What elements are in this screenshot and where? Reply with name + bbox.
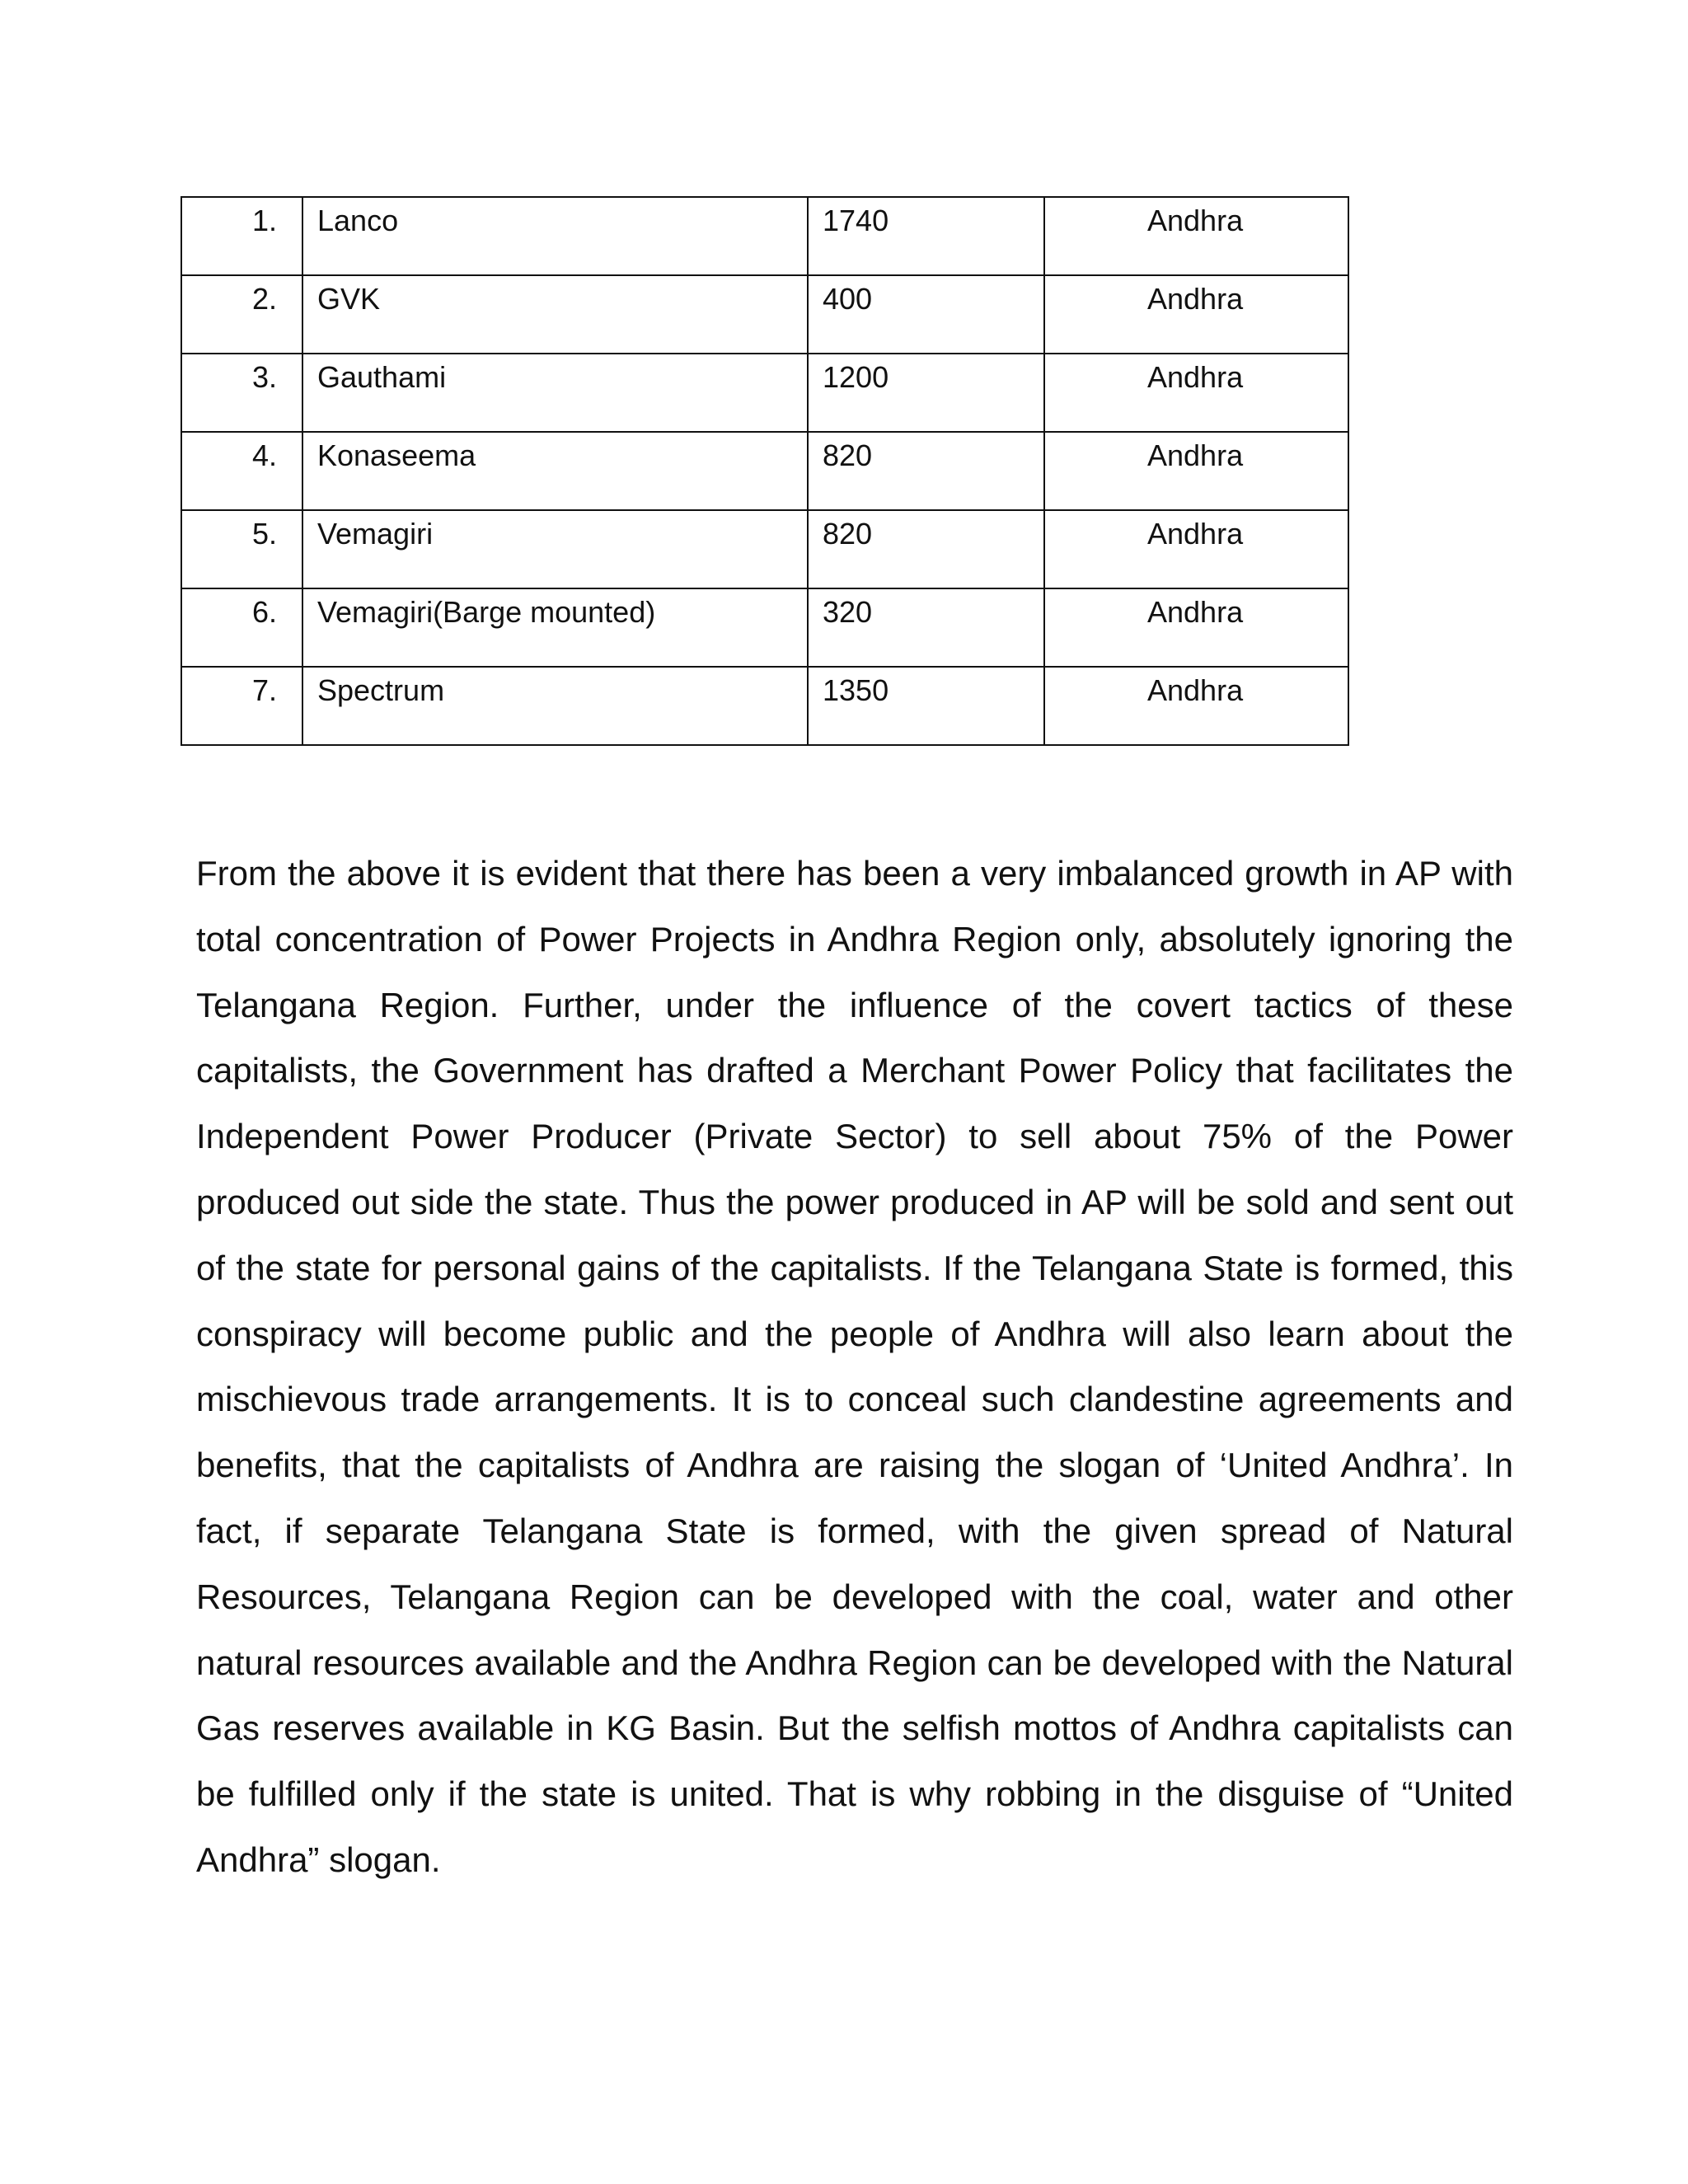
project-name: Spectrum (317, 673, 445, 707)
region-value: Andhra (1147, 595, 1244, 629)
row-number-cell (181, 197, 302, 275)
project-name: GVK (317, 282, 381, 316)
row-number-cell (181, 667, 302, 745)
project-name-cell (302, 510, 808, 588)
row-number: 4. (251, 438, 277, 472)
capacity-value: 820 (823, 517, 873, 551)
power-projects-table (181, 196, 1349, 746)
row-number-cell (181, 275, 302, 354)
region-value: Andhra (1147, 438, 1244, 472)
table-row (181, 197, 1348, 275)
table-row (181, 354, 1348, 432)
region-cell (1044, 510, 1348, 588)
region-value: Andhra (1147, 360, 1244, 394)
capacity-cell (808, 667, 1044, 745)
table-row (181, 667, 1348, 745)
region-value: Andhra (1147, 517, 1244, 551)
project-name: Lanco (317, 204, 399, 237)
region-cell (1044, 432, 1348, 510)
capacity-value: 320 (823, 595, 873, 629)
capacity-value: 400 (823, 282, 873, 316)
row-number: 1. (251, 204, 277, 237)
row-number-cell (181, 354, 302, 432)
capacity-value: 820 (823, 438, 873, 472)
project-name-cell (302, 197, 808, 275)
region-cell (1044, 275, 1348, 354)
table-row (181, 510, 1348, 588)
region-value: Andhra (1147, 673, 1244, 707)
capacity-value: 1350 (823, 673, 889, 707)
capacity-cell (808, 510, 1044, 588)
capacity-value: 1200 (823, 360, 889, 394)
region-cell (1044, 197, 1348, 275)
row-number: 3. (251, 360, 277, 394)
project-name: Vemagiri (317, 517, 434, 551)
region-cell (1044, 588, 1348, 667)
capacity-cell (808, 432, 1044, 510)
region-cell (1044, 667, 1348, 745)
row-number: 6. (251, 595, 277, 629)
row-number: 5. (251, 517, 277, 551)
row-number: 7. (251, 673, 277, 707)
project-name: Konaseema (317, 438, 476, 472)
capacity-cell (808, 197, 1044, 275)
body-paragraph: From the above it is evident that there has been a very imbalanced growth in AP with total concentration of Power Projects in Andhra Region only, absolutely ignoring the Telangana Region. Further, under the influence of the covert tactics of these capitalists, the Government has drafted a Merchant Power Policy that facilitates the Independent Power Producer (Private Sector) to sell about 75% of the Power produced out side the state. Thus the power produced in AP will be sold and sent out of the state for personal gains of the capitalists. If the Telangana State is formed, this conspiracy will become public and the people of Andhra will also learn about the mischievous trade arrangements. It is to conceal such clandestine agreements and benefits, that the capitalists of Andhra are raising the slogan of ‘United Andhra’. In fact, if separate Telangana State is formed, with the given spread of Natural Resources, Telangana Region can be developed with the coal, water and other natural resources available and the Andhra Region can be developed with the Natural Gas reserves available in KG Basin. But the selfish mottos of Andhra capitalists can be fulfilled only if the state is united. That is why robbing in the disguise of “United Andhra” slogan. (196, 854, 1513, 1879)
capacity-value: 1740 (823, 204, 889, 237)
project-name-cell (302, 354, 808, 432)
region-value: Andhra (1147, 282, 1244, 316)
table-row (181, 432, 1348, 510)
row-number: 2. (251, 282, 277, 316)
project-name-cell (302, 432, 808, 510)
region-value: Andhra (1147, 204, 1244, 237)
project-name: Vemagiri(Barge mounted) (317, 595, 656, 629)
project-name-cell (302, 667, 808, 745)
capacity-cell (808, 275, 1044, 354)
table-row (181, 275, 1348, 354)
project-name: Gauthami (317, 360, 447, 394)
row-number-cell (181, 588, 302, 667)
table-row (181, 588, 1348, 667)
capacity-cell (808, 354, 1044, 432)
project-name-cell (302, 588, 808, 667)
region-cell (1044, 354, 1348, 432)
row-number-cell (181, 432, 302, 510)
project-name-cell (302, 275, 808, 354)
row-number-cell (181, 510, 302, 588)
capacity-cell (808, 588, 1044, 667)
